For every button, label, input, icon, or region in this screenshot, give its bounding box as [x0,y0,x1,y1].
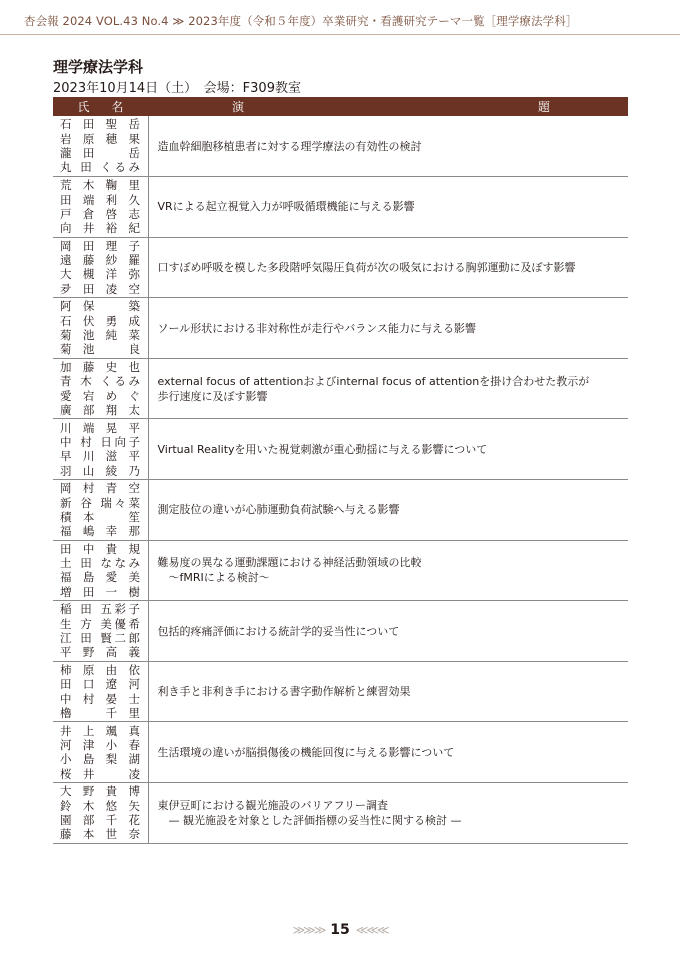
student-name: 中 村 晏 士 [60,691,140,706]
student-name: 福 島 愛 美 [60,570,140,585]
student-name: 菊 池 良 [60,342,140,357]
student-name: 田 中 貴 規 [60,541,140,556]
student-name: 大 野 貴 博 [60,784,140,799]
student-name: 柿 原 由 依 [60,663,140,678]
student-name: 夛 田 凌 空 [60,281,140,296]
thesis-title [148,722,628,783]
thesis-table [53,97,628,844]
student-name: 廣 部 翔 太 [60,402,140,417]
table-row [53,783,628,844]
student-names [53,116,148,177]
student-name: 菊 池 純 菜 [60,328,140,343]
footer-ornament-left: ≫≫≫ [292,923,325,937]
student-name: 岡 田 理 子 [60,238,140,253]
thesis-title [148,116,628,177]
header-divider [0,34,680,35]
table-row [53,237,628,298]
student-names [53,237,148,298]
student-name: 桜 井 凌 [60,766,140,781]
thesis-title [148,298,628,359]
thesis-title-line: 造血幹細胞移植患者に対する理学療法の有効性の検討 [157,139,422,153]
thesis-title-line: Virtual Realityを用いた視覚刺激が重心動揺に与える影響について [157,442,488,456]
thesis-title-line: 包括的疼痛評価における統計学的妥当性について [157,624,400,638]
student-names [53,358,148,419]
running-header: 杏会報 2024 VOL.43 No.4 ≫ 2023年度（令和５年度）卒業研究・看護研究テーマ一覧［理学療法学科］ [24,14,578,28]
student-name: 大 槻 洋 弥 [60,267,140,282]
student-names [53,722,148,783]
thesis-subtitle-line: 歩行速度に及ぼす影響 [157,389,268,403]
thesis-title [148,661,628,722]
student-name: 向 井 裕 紀 [60,221,140,236]
student-name: 増 田 一 樹 [60,584,140,599]
student-name: 小 島 梨 湖 [60,752,140,767]
header-title [148,97,628,116]
student-name: 新 谷 瑞々菜 [60,495,140,510]
student-name: 阿 保 築 [60,299,140,314]
thesis-subtitle-line: 〜fMRIによる検討〜 [157,571,270,585]
student-name: 稲 田 五彩子 [60,602,140,617]
table-row [53,540,628,601]
student-name: 園 部 千 花 [60,812,140,827]
page-number: 15 [330,922,350,938]
student-name: 荒 木 鞠 里 [60,178,140,193]
footer-ornament-right: ≪≪≪ [355,923,388,937]
student-name: 田 端 利 久 [60,192,140,207]
student-name: 土 田 ななみ [60,556,140,571]
student-name: 中 村 日向子 [60,434,140,449]
student-names [53,783,148,844]
department-title: 理学療法学科 [53,58,144,76]
student-name: 河 津 小 春 [60,737,140,752]
date-venue: 2023年10月14日（土） 会場：F309教室 [53,81,301,96]
table-row [53,661,628,722]
student-name: 櫓 千 里 [60,705,140,720]
student-name: 戸 倉 啓 志 [60,206,140,221]
thesis-title-line: 生活環境の違いが脳損傷後の機能回復に与える影響について [157,745,455,759]
student-name: 江 田 賢二郎 [60,631,140,646]
thesis-title-line: VRによる起立視覚入力が呼吸循環機能に与える影響 [157,200,415,214]
student-names [53,298,148,359]
thesis-title-line: 口すぼめ呼吸を模した多段階呼気陽圧負荷が次の吸気における胸郭運動に及ぼす影響 [157,260,576,274]
header-title-left: 演 [232,100,245,114]
thesis-title [148,601,628,662]
thesis-title [148,419,628,480]
thesis-title [148,480,628,541]
student-name: 岩 原 穂 果 [60,131,140,146]
thesis-title [148,237,628,298]
table-row [53,722,628,783]
thesis-title [148,358,628,419]
student-name: 加 藤 史 也 [60,360,140,375]
student-names [53,661,148,722]
table-row [53,480,628,541]
student-names [53,540,148,601]
table-row [53,601,628,662]
table-row [53,419,628,480]
student-name: 丸 田 くるみ [60,160,140,175]
student-name: 岡 村 青 空 [60,481,140,496]
student-name: 遠 藤 紗 羅 [60,253,140,268]
student-name: 積 本 笙 [60,509,140,524]
thesis-title-line: 難易度の異なる運動課題における神経活動領域の比較 [157,556,422,570]
student-name: 青 木 くるみ [60,374,140,389]
table-row [53,177,628,238]
student-name: 福 嶋 幸 那 [60,524,140,539]
thesis-title [148,540,628,601]
student-name: 川 端 晃 平 [60,420,140,435]
thesis-title-line: 東伊豆町における観光施設のバリアフリー調査 [157,798,389,812]
student-names [53,177,148,238]
student-names [53,419,148,480]
thesis-title [148,783,628,844]
student-name: 井 上 颯 真 [60,723,140,738]
page-footer [0,922,680,938]
header-title-right: 題 [537,100,550,114]
student-name: 石 田 聖 岳 [60,117,140,132]
student-name: 羽 山 綾 乃 [60,463,140,478]
student-names [53,480,148,541]
student-name: 藤 本 世 奈 [60,827,140,842]
thesis-title-line: external focus of attentionおよびinternal focus of attentionを掛け合わせた教示が [157,374,590,388]
thesis-subtitle-line: — 観光施設を対象とした評価指標の妥当性に関する検討 — [157,813,462,827]
student-name: 早 川 滋 平 [60,449,140,464]
table-header [53,97,628,116]
thesis-title-line: 測定肢位の違いが心肺運動負荷試験へ与える影響 [157,503,400,517]
student-name: 鈴 木 悠 矢 [60,798,140,813]
student-names [53,601,148,662]
table-row [53,298,628,359]
student-name: 平 野 高 義 [60,645,140,660]
thesis-title [148,177,628,238]
table-row [53,358,628,419]
thesis-title-line: ソール形状における非対称性が走行やバランス能力に与える影響 [157,321,476,335]
student-name: 石 伏 勇 成 [60,313,140,328]
table-row [53,116,628,177]
student-name: 瀧 田 岳 [60,146,140,161]
thesis-title-line: 利き手と非利き手における書字動作解析と練習効果 [157,685,411,699]
header-names: 氏名 [53,97,148,116]
student-name: 生 方 美優希 [60,616,140,631]
student-name: 田 口 遼 河 [60,677,140,692]
student-name: 愛 宕 め ぐ [60,388,140,403]
